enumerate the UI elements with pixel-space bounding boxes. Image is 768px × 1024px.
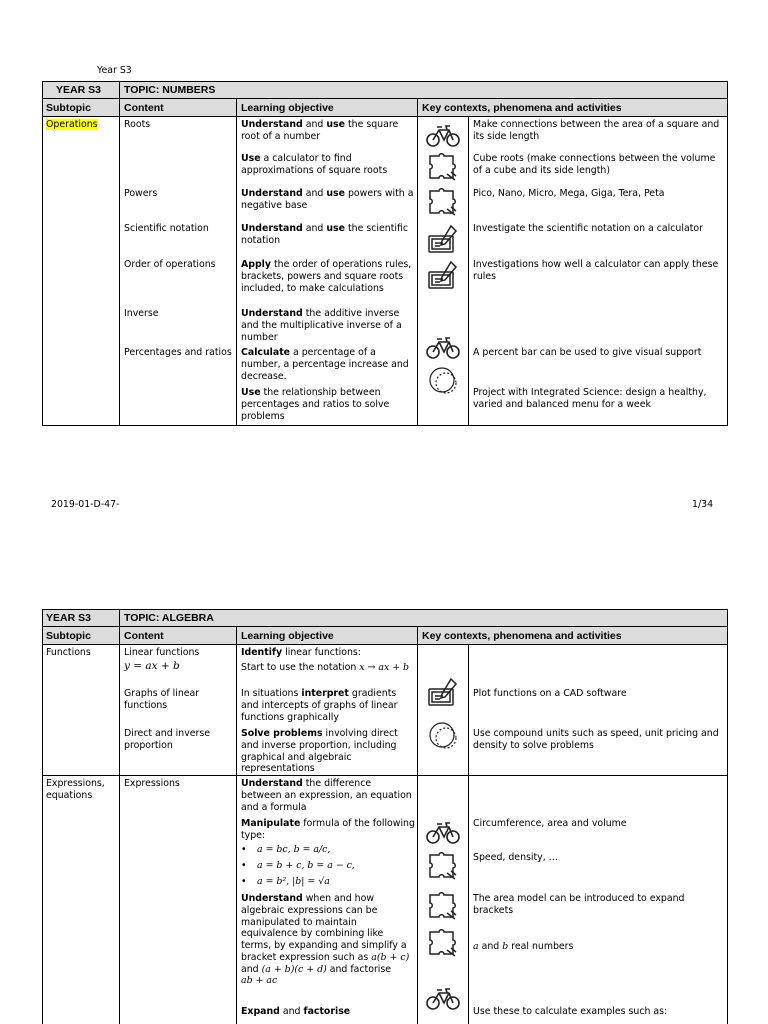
- content-proportion: Direct and inverse proportion: [124, 728, 211, 751]
- header-key-contexts: Key contexts, phenomena and activities: [422, 102, 622, 114]
- content-inverse: Inverse: [124, 308, 159, 319]
- objective-expand: Expand and factorise: [241, 1006, 351, 1017]
- objective-identify: Identify linear functions:: [241, 647, 361, 658]
- key-area-model: The area model can be introduced to expand brackets: [473, 893, 685, 916]
- key-percent-bar: A percent bar can be used to give visual support: [473, 347, 702, 358]
- footer-doc-ref: 2019-01-D-47-: [51, 499, 120, 510]
- key-real-numbers: a and b real numbers: [473, 941, 574, 952]
- content-powers: Powers: [124, 188, 158, 199]
- header-content: Content: [124, 102, 164, 114]
- key-circumference: Circumference, area and volume: [473, 818, 627, 829]
- key-calc-rules: Investigations how well a calculator can apply these rules: [473, 259, 719, 282]
- bullet-2: • a = b + c, b = a − c,: [241, 860, 355, 871]
- content-linear-formula: y = ax + b: [124, 660, 180, 672]
- objective-difference: Understand the difference between an expression, an equation and a formula: [241, 778, 412, 813]
- bicycle-icon: [425, 817, 461, 849]
- year-label-2: YEAR S3: [46, 612, 91, 624]
- tablet-pen-icon: [425, 260, 461, 292]
- bullet-3: • a = b², |b| = √a: [241, 876, 330, 887]
- objective-equivalence: Understand when and how algebraic expressions can be manipulated to maintain equivalence by combining like terms, by expanding and simplify a bracket expression such as a(b + c) and (a + b)(c + d) and factorise ab + ac: [241, 893, 410, 987]
- content-percentages: Percentages and ratios: [124, 347, 232, 358]
- puzzle-icon: [425, 928, 461, 960]
- objective-scientific: Understand and use the scientific notation: [241, 223, 409, 246]
- header-objective: Learning objective: [241, 102, 334, 114]
- topic-label-2: TOPIC: ALGEBRA: [124, 612, 214, 624]
- objective-roots-1: Understand and use the square root of a number: [241, 119, 399, 142]
- subtopic-operations: Operations: [46, 119, 98, 130]
- key-calculate-examples: Use these to calculate examples such as:: [473, 1006, 668, 1017]
- bullet-1: • a = bc, b = a/c,: [241, 844, 331, 855]
- bicycle-icon: [425, 332, 461, 364]
- puzzle-icon: [425, 891, 461, 923]
- objective-manipulate: Manipulate formula of the following type:: [241, 818, 415, 841]
- header-content-2: Content: [124, 630, 164, 642]
- footer-page-number: 1/34: [692, 499, 714, 510]
- content-order-of-operations: Order of operations: [124, 259, 216, 270]
- content-expressions: Expressions: [124, 778, 180, 789]
- objective-solve: Solve problems involving direct and inverse proportion, including graphical and algebraic representations: [241, 728, 398, 775]
- content-graphs: Graphs of linear functions: [124, 688, 200, 711]
- objective-notation: Start to use the notation x → ax + b: [241, 662, 410, 673]
- circle-dashed-icon: [425, 719, 461, 751]
- header-objective-2: Learning objective: [241, 630, 334, 642]
- year-label: YEAR S3: [56, 84, 101, 96]
- key-speed-density: Speed, density, …: [473, 852, 559, 863]
- objective-interpret: In situations interpret gradients and intercepts of graphs of linear functions graphically: [241, 688, 398, 723]
- running-head: Year S3: [97, 65, 132, 76]
- topic-label: TOPIC: NUMBERS: [124, 84, 216, 96]
- objective-order: Apply the order of operations rules, brackets, powers and square roots included, to make calculations: [241, 259, 412, 294]
- objective-powers: Understand and use powers with a negative base: [241, 188, 414, 211]
- circle-dashed-icon: [425, 364, 461, 396]
- key-menu-project: Project with Integrated Science: design a healthy, varied and balanced menu for a week: [473, 387, 707, 410]
- key-scientific-calc: Investigate the scientific notation on a calculator: [473, 223, 703, 234]
- tablet-pen-icon: [425, 224, 461, 256]
- key-square-area: Make connections between the area of a square and its side length: [473, 119, 720, 142]
- tablet-pen-icon: [425, 677, 461, 709]
- key-prefixes: Pico, Nano, Micro, Mega, Giga, Tera, Peta: [473, 188, 665, 199]
- key-cad: Plot functions on a CAD software: [473, 688, 627, 699]
- bicycle-icon: [425, 120, 461, 152]
- content-roots: Roots: [124, 119, 151, 130]
- objective-ratios: Use the relationship between percentages and ratios to solve problems: [241, 387, 390, 422]
- key-cube-roots: Cube roots (make connections between the volume of a cube and its side length): [473, 153, 716, 176]
- puzzle-icon: [425, 851, 461, 883]
- subtopic-functions: Functions: [46, 647, 91, 658]
- header-key-contexts-2: Key contexts, phenomena and activities: [422, 630, 622, 642]
- content-linear-functions: Linear functions: [124, 647, 200, 658]
- puzzle-icon: [425, 187, 461, 219]
- content-scientific-notation: Scientific notation: [124, 223, 209, 234]
- puzzle-icon: [425, 152, 461, 184]
- objective-inverse: Understand the additive inverse and the multiplicative inverse of a number: [241, 308, 402, 343]
- key-compound-units: Use compound units such as speed, unit pricing and density to solve problems: [473, 728, 719, 751]
- header-subtopic-2: Subtopic: [46, 630, 91, 642]
- bicycle-icon: [425, 983, 461, 1015]
- objective-roots-2: Use a calculator to find approximations of square roots: [241, 153, 388, 176]
- header-subtopic: Subtopic: [46, 102, 91, 114]
- subtopic-expressions: Expressions, equations: [46, 778, 105, 801]
- objective-percent: Calculate a percentage of a number, a percentage increase and decrease.: [241, 347, 409, 382]
